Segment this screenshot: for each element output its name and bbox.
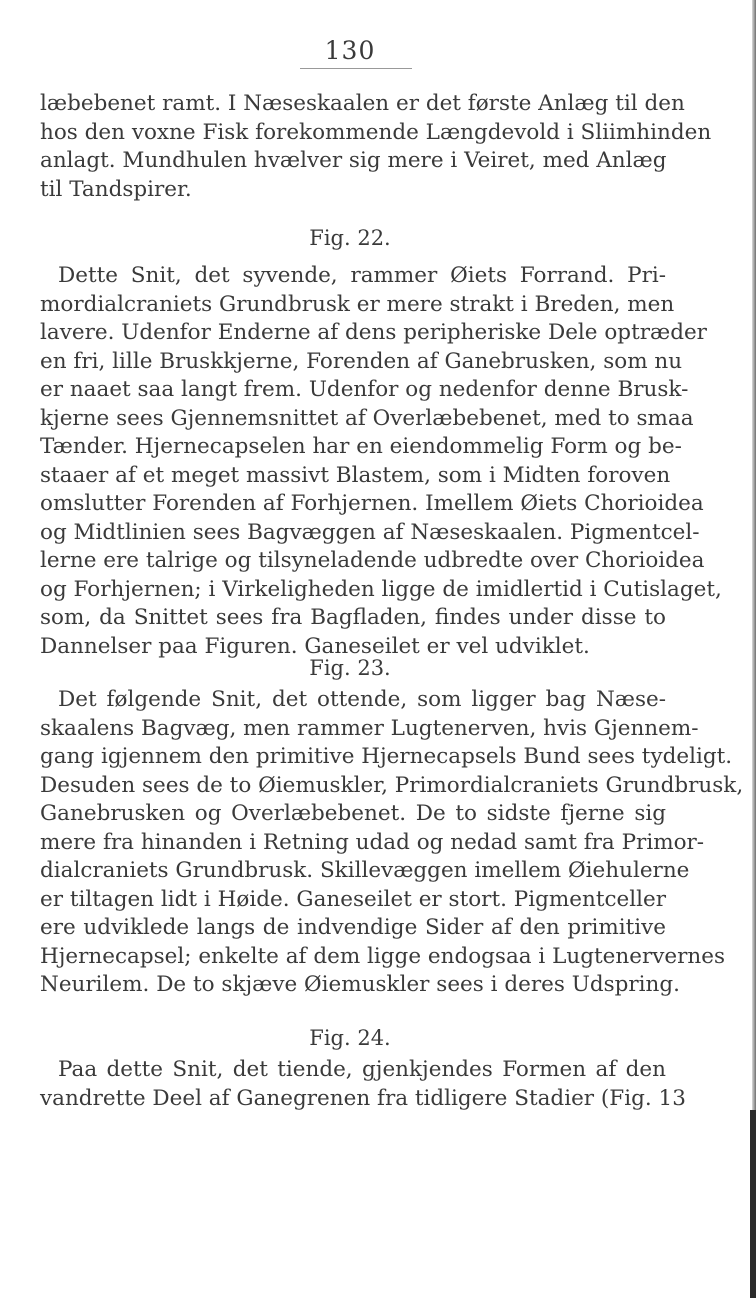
- text-line: lavere. Udenfor Enderne af dens peripheriske Dele optræder: [40, 320, 707, 345]
- text-line: og Midtlinien sees Bagvæggen af Næseskaalen. Pigmentcel-: [40, 519, 700, 545]
- text-line: omslutter Forenden af Forhjernen. Imellem Øiets Chorioidea: [40, 491, 704, 516]
- text-line: er tiltagen lidt i Høide. Ganeseilet er stort. Pigmentceller: [40, 886, 666, 912]
- text-line: Hjernecapsel; enkelte af dem ligge endogsaa i Lugtenervernes: [40, 943, 725, 969]
- text-line: Neurilem. De to skjæve Øiemuskler sees i deres Udspring.: [40, 972, 680, 997]
- section-paragraph: [40, 262, 722, 661]
- text-line: Dannelser paa Figuren. Ganeseilet er vel udviklet.: [40, 633, 590, 659]
- text-line: skaalens Bagvæg, men rammer Lugtenerven, hvis Gjennem-: [40, 715, 699, 741]
- text-line: en fri, lille Bruskkjerne, Forenden af Ganebrusken, som nu: [40, 348, 683, 374]
- text-line: Paa dette Snit, det tiende, gjenkjendes Formen af den: [58, 1057, 666, 1082]
- section-paragraph: [40, 1056, 686, 1113]
- page-edge-shadow: [750, 1110, 756, 1298]
- text-line: som, da Snittet sees fra Bagfladen, findes under disse to: [40, 605, 666, 630]
- text-line: gang igjennem den primitive Hjernecapsels Bund sees tydeligt.: [40, 744, 733, 769]
- intro-paragraph: [40, 90, 712, 204]
- text-line: kjerne sees Gjennemsnittet af Overlæbebenet, med to smaa: [40, 405, 694, 431]
- text-line: og Forhjernen; i Virkeligheden ligge de imidlertid i Cutislaget,: [40, 576, 722, 602]
- text-line: til Tandspirer.: [40, 176, 192, 202]
- text-line: dialcraniets Grundbrusk. Skillevæggen imellem Øiehulerne: [40, 858, 690, 883]
- text-line: Tænder. Hjernecapselen har en eiendommelig Form og be-: [40, 434, 682, 459]
- text-line: staaer af et meget massivt Blastem, som i Midten foroven: [40, 462, 671, 488]
- section-paragraph: [40, 686, 744, 1000]
- text-line: mordialcraniets Grundbrusk er mere strakt i Breden, men: [40, 291, 675, 317]
- figure-heading: Fig. 24.: [309, 1026, 391, 1050]
- text-line: Desuden sees de to Øiemuskler, Primordialcraniets Grundbrusk,: [40, 772, 744, 798]
- text-line: Dette Snit, det syvende, rammer Øiets Forrand. Pri-: [58, 263, 666, 288]
- text-line: Ganebrusken og Overlæbebenet. De to sidste fjerne sig: [40, 801, 666, 826]
- text-line: Det følgende Snit, det ottende, som ligger bag Næse-: [58, 687, 666, 712]
- text-line: vandrette Deel af Ganegrenen fra tidligere Stadier (Fig. 13: [40, 1085, 686, 1111]
- page-number-rule: [300, 68, 412, 69]
- text-line: læbebenet ramt. I Næseskaalen er det første Anlæg til den: [40, 91, 685, 116]
- page-number: 130: [324, 36, 376, 65]
- text-line: hos den voxne Fisk forekommende Længdevold i Sliimhinden: [40, 119, 712, 145]
- figure-heading: Fig. 23.: [309, 656, 391, 680]
- text-line: anlagt. Mundhulen hvælver sig mere i Veiret, med Anlæg: [40, 148, 667, 173]
- text-line: mere fra hinanden i Retning udad og nedad samt fra Primor-: [40, 829, 705, 855]
- text-line: er naaet saa langt frem. Udenfor og nedenfor denne Brusk-: [40, 377, 689, 402]
- text-line: ere udviklede langs de indvendige Sider af den primitive: [40, 915, 666, 940]
- figure-heading: Fig. 22.: [309, 226, 391, 250]
- text-line: lerne ere talrige og tilsyneladende udbredte over Chorioidea: [40, 548, 705, 573]
- page-edge: [752, 0, 756, 1298]
